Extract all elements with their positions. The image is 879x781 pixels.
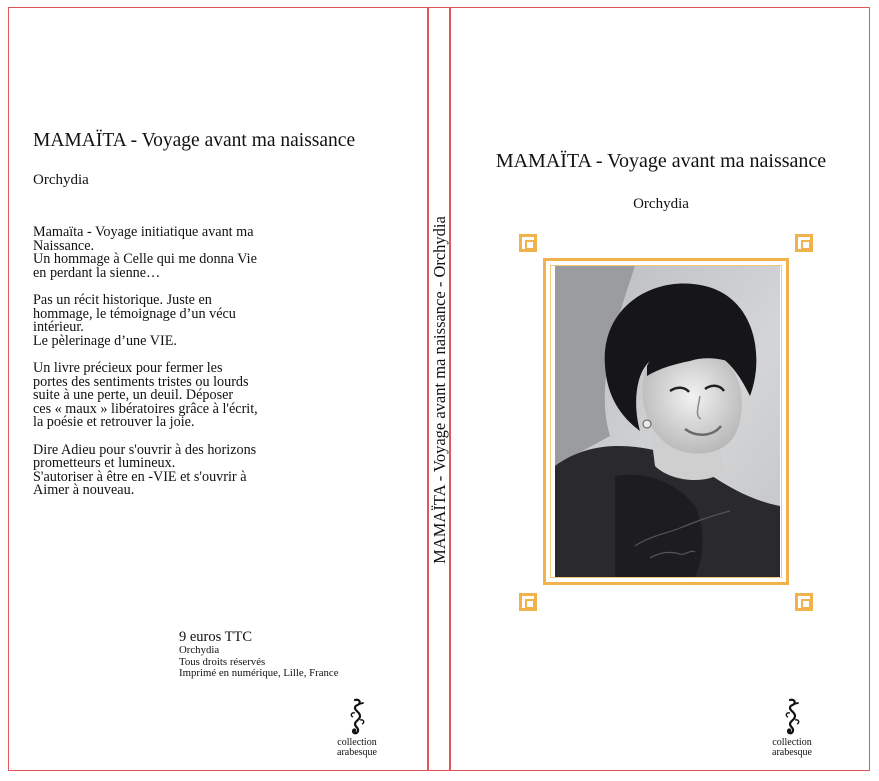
price-block	[179, 630, 339, 680]
frame-corner-ornament	[795, 593, 813, 611]
collection-logo	[757, 698, 827, 758]
price: 9 euros TTC	[179, 629, 253, 645]
spine-title: MAMAÏTA - Voyage avant ma naissance - Orchydia	[430, 216, 449, 564]
book-spine	[428, 7, 450, 771]
frame-corner-ornament	[795, 234, 813, 252]
front-cover-author: Orchydia	[633, 196, 689, 212]
front-cover	[450, 7, 870, 771]
blurb-paragraph: Un livre précieux pour fermer les portes des sentiments tristes ou lourds suite à une perte, un deuil. Déposer ces « maux » libératoires grâce à l'écrit, la poésie et retrouver la joie.	[33, 359, 258, 431]
rights-notice: Tous droits réservés	[179, 655, 266, 668]
seahorse-arabesque-icon	[346, 698, 368, 738]
publisher: Orchydia	[179, 644, 220, 656]
printing-info: Imprimé en numérique, Lille, France	[179, 667, 339, 679]
logo-text-line2: arabesque	[772, 747, 812, 758]
portrait-photo	[555, 266, 780, 577]
back-cover-author: Orchydia	[33, 172, 89, 188]
logo-text-line2: arabesque	[337, 747, 377, 758]
blurb-paragraph: Dire Adieu pour s'ouvrir à des horizons prometteurs et lumineux. S'autoriser à être en -VIE et s'ouvrir à Aimer à nouveau.	[33, 441, 257, 499]
collection-logo	[322, 698, 392, 758]
logo-text-line1: collection	[337, 737, 377, 748]
seahorse-arabesque-icon	[781, 698, 803, 738]
blurb-paragraph: Pas un récit historique. Juste en hommage, le témoignage d’un vécu intérieur. Le pèlerinage d’une VIE.	[33, 291, 236, 349]
back-cover-blurb	[33, 226, 333, 511]
back-cover-title: MAMAÏTA - Voyage avant ma naissance	[33, 130, 356, 151]
frame-corner-ornament	[519, 593, 537, 611]
frame-corner-ornament	[519, 234, 537, 252]
back-cover	[8, 7, 428, 771]
blurb-paragraph: Mamaïta - Voyage initiatique avant ma Naissance. Un hommage à Celle qui me donna Vie en perdant la sienne…	[33, 224, 257, 281]
logo-text-line1: collection	[772, 737, 812, 748]
front-cover-title: MAMAÏTA - Voyage avant ma naissance	[495, 150, 827, 172]
